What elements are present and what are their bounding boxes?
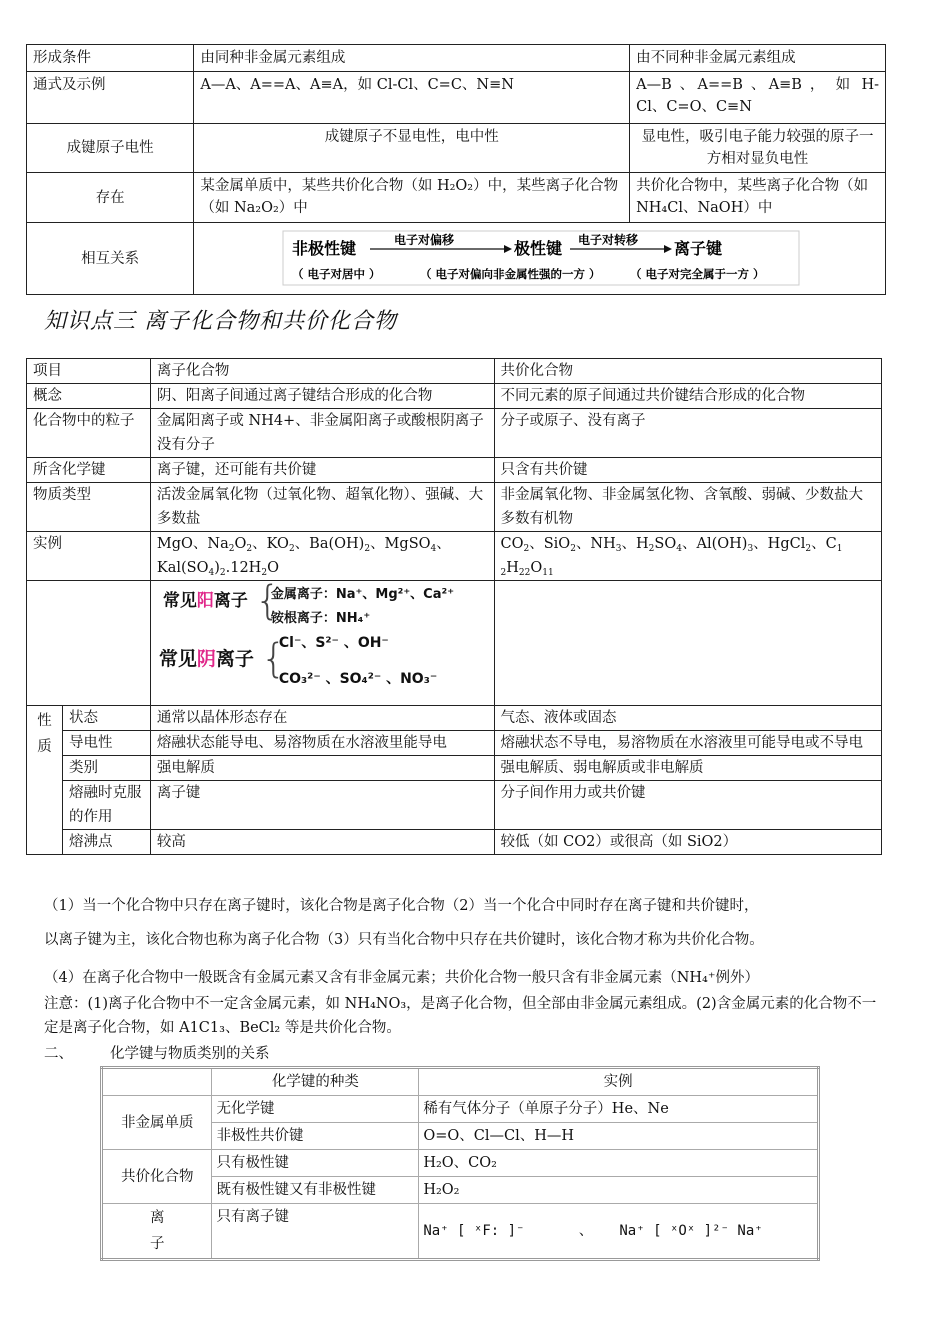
- cell: 非金属氧化物、非金属氢化物、含氧酸、弱碱、少数盐大多数有机物: [494, 483, 881, 532]
- note-centered: （ 电子对居中 ）: [292, 266, 381, 281]
- brace-icon: {: [254, 578, 281, 624]
- cell: 阴、阳离子间通过离子键结合形成的化合物: [150, 384, 494, 409]
- common-ions-cell: [150, 578, 494, 706]
- cation-title: 常见阳离子: [162, 591, 248, 611]
- table-row: [27, 409, 882, 458]
- cell: 离 子: [102, 1204, 212, 1260]
- cell: 由不同种非金属元素组成: [630, 45, 886, 72]
- table-row: [27, 581, 882, 706]
- brace-icon: {: [260, 636, 287, 682]
- cell: 形成条件: [27, 45, 194, 72]
- table-row: [27, 756, 882, 781]
- cell: 金属阳离子或 NH4+、非金属阳离子或酸根阴离子没有分子: [150, 409, 494, 458]
- table-row: [27, 458, 882, 483]
- section-title: 知识点三 离子化合物和共价化合物: [44, 309, 397, 334]
- cell: 通常以晶体形态存在: [150, 706, 494, 731]
- cell: 类别: [62, 756, 150, 781]
- ionic-examples-cell: MgO、$Na_2O_2$、$KO_2$、$Ba(OH)_2$、MgSO$_4$、$Kal(SO_4)_2.12H_2O$: [150, 532, 494, 581]
- cell: 成键原子电性: [27, 124, 194, 173]
- cell: 分子间作用力或共价键: [494, 781, 881, 830]
- ammonium-ion: 铵根离子：NH₄⁺: [270, 611, 371, 626]
- table-row: [27, 830, 882, 855]
- cell: 气态、液体或固态: [494, 706, 881, 731]
- cell: 存在: [27, 173, 194, 223]
- paragraph: （1）当一个化合物中只存在离子键时，该化合物是离子化合物（2）当一个化合中同时存在离子键和共价键时，: [44, 898, 759, 914]
- note-shifted: （ 电子对偏向非金属性强的一方 ）: [420, 266, 601, 281]
- cell: 共价化合物: [494, 359, 881, 384]
- cell: 熔融时克服的作用: [62, 781, 150, 830]
- cell: 不同元素的原子间通过共价键结合形成的化合物: [494, 384, 881, 409]
- cell: 状态: [62, 706, 150, 731]
- cell: O=O、Cl—Cl、H—H: [419, 1123, 819, 1150]
- section-heading: 二、 化学键与物质类别的关系: [44, 1046, 270, 1062]
- bond-category-table: [100, 1066, 820, 1261]
- cell: H₂O₂: [419, 1177, 819, 1204]
- node-nonpolar: 非极性键: [292, 238, 357, 258]
- paragraph: 注意：(1)离子化合物中不一定含金属元素，如 NH₄NO₃，是离子化合物，但全部由非金属元素组成。(2)含金属元素的化合物不一定是离子化合物，如 A1C1₃、BeCl₂ 等是共价化合物。: [44, 996, 877, 1036]
- compound-comparison-table: [26, 358, 882, 855]
- paragraph: 以离子键为主，该化合物也称为离子化合物（3）只有当化合物中只存在共价键时，该化合物才称为共价化合物。: [44, 932, 764, 948]
- table-row: [27, 45, 886, 72]
- cell: 熔融状态不导电，易溶物质在水溶液里可能导电或不导电: [494, 731, 881, 756]
- cell: 实例: [419, 1068, 819, 1096]
- cell: 无化学键: [212, 1096, 419, 1123]
- cell: 强电解质、弱电解质或非电解质: [494, 756, 881, 781]
- table-row: [102, 1068, 819, 1096]
- cell: 较高: [150, 830, 494, 855]
- cell: 分子或原子、没有离子: [494, 409, 881, 458]
- cell: 只含有共价键: [494, 458, 881, 483]
- cell: 物质类型: [27, 483, 151, 532]
- electron-dot-examples: Na⁺ [ ˣF: ]⁻ 、 Na⁺ [ ˣOˣ ]²⁻ Na⁺: [419, 1204, 819, 1260]
- cell: 既有极性键又有非极性键: [212, 1177, 419, 1204]
- anion-line-1: Cl⁻、S²⁻ 、OH⁻: [278, 635, 389, 651]
- cell: [102, 1068, 212, 1096]
- paragraph: （4）在离子化合物中一般既含有金属元素又含有非金属元素；共价化合物一般只含有非金属元素（NH₄⁺例外）: [44, 970, 760, 986]
- cell: 共价化合物: [102, 1150, 212, 1204]
- table-row: [27, 223, 886, 295]
- cell: H₂O、CO₂: [419, 1150, 819, 1177]
- cell: 离子键: [150, 781, 494, 830]
- table-row: [102, 1096, 819, 1123]
- cell: 化合物中的粒子: [27, 409, 151, 458]
- cell: 非极性共价键: [212, 1123, 419, 1150]
- note-transferred: （ 电子对完全属于一方 ）: [630, 266, 765, 281]
- table-row: [27, 72, 886, 124]
- table-row: [102, 1204, 819, 1260]
- table-row: [27, 359, 882, 384]
- cell: 由同种非金属元素组成: [194, 45, 630, 72]
- anion-title: 常见阴离子: [158, 648, 254, 670]
- table-row: [27, 483, 882, 532]
- table-row: [27, 124, 886, 173]
- cell: 显电性，吸引电子能力较强的原子一方相对显负电性: [630, 124, 886, 173]
- cell: 离子化合物: [150, 359, 494, 384]
- covalent-examples-cell: $CO_2$、SiO$_2$、$NH_3$、$H_2SO_4$、$Al(OH)_3$、HgCl$_2$、$C_1$ $_2H_{22}O_{11}$: [494, 532, 881, 581]
- arrow-label-shift: 电子对偏移: [394, 232, 455, 247]
- cell: 只有极性键: [212, 1150, 419, 1177]
- metal-ions: 金属离子：Na⁺、Mg²⁺、Ca²⁺: [270, 587, 455, 602]
- cell: A—A、A==A、A≡A，如 Cl-Cl、C=C、N≡N: [194, 72, 630, 124]
- bond-relation-diagram: [282, 230, 802, 288]
- cell: 共价化合物中，某些离子化合物（如 NH₄Cl、NaOH）中: [630, 173, 886, 223]
- cell: 通式及示例: [27, 72, 194, 124]
- cell: 实例: [27, 532, 151, 581]
- cell: 活泼金属氧化物（过氧化物、超氧化物）、强碱、大多数盐: [150, 483, 494, 532]
- cell: 导电性: [62, 731, 150, 756]
- table-row: [102, 1150, 819, 1177]
- table-row: [27, 173, 886, 223]
- anion-line-2: CO₃²⁻ 、SO₄²⁻ 、NO₃⁻: [278, 671, 438, 687]
- cell: 相互关系: [27, 223, 194, 295]
- arrow-label-transfer: 电子对转移: [578, 232, 639, 247]
- cell: 某金属单质中，某些共价化合物（如 H₂O₂）中，某些离子化合物（如 Na₂O₂）中: [194, 173, 630, 223]
- node-ionic: 离子键: [674, 238, 723, 258]
- cell: A—B 、A==B 、A≡B ， 如 H-Cl、C=O、C≡N: [630, 72, 886, 124]
- cell: 所含化学键: [27, 458, 151, 483]
- cell: 成键原子不显电性，电中性: [194, 124, 630, 173]
- cell: 非金属单质: [102, 1096, 212, 1150]
- cell: 化学键的种类: [212, 1068, 419, 1096]
- table-row: [27, 706, 882, 731]
- cell: 只有离子键: [212, 1204, 419, 1260]
- cell: 概念: [27, 384, 151, 409]
- table-row: [27, 781, 882, 830]
- cell: 熔沸点: [62, 830, 150, 855]
- cell: 较低（如 CO2）或很高（如 SiO2）: [494, 830, 881, 855]
- table-row: [27, 731, 882, 756]
- table-row: [27, 384, 882, 409]
- cell: 稀有气体分子（单原子分子）He、Ne: [419, 1096, 819, 1123]
- cell: [27, 581, 151, 706]
- cell: 强电解质: [150, 756, 494, 781]
- bond-comparison-table: [26, 44, 886, 295]
- node-polar: 极性键: [514, 238, 563, 258]
- table-row: [27, 532, 882, 581]
- cell: 熔融状态能导电、易溶物质在水溶液里能导电: [150, 731, 494, 756]
- cell: 项目: [27, 359, 151, 384]
- cell: 离子键，还可能有共价键: [150, 458, 494, 483]
- bond-relation-diagram-cell: [194, 223, 886, 295]
- property-label: 性 质: [27, 706, 63, 855]
- cell: [494, 581, 881, 706]
